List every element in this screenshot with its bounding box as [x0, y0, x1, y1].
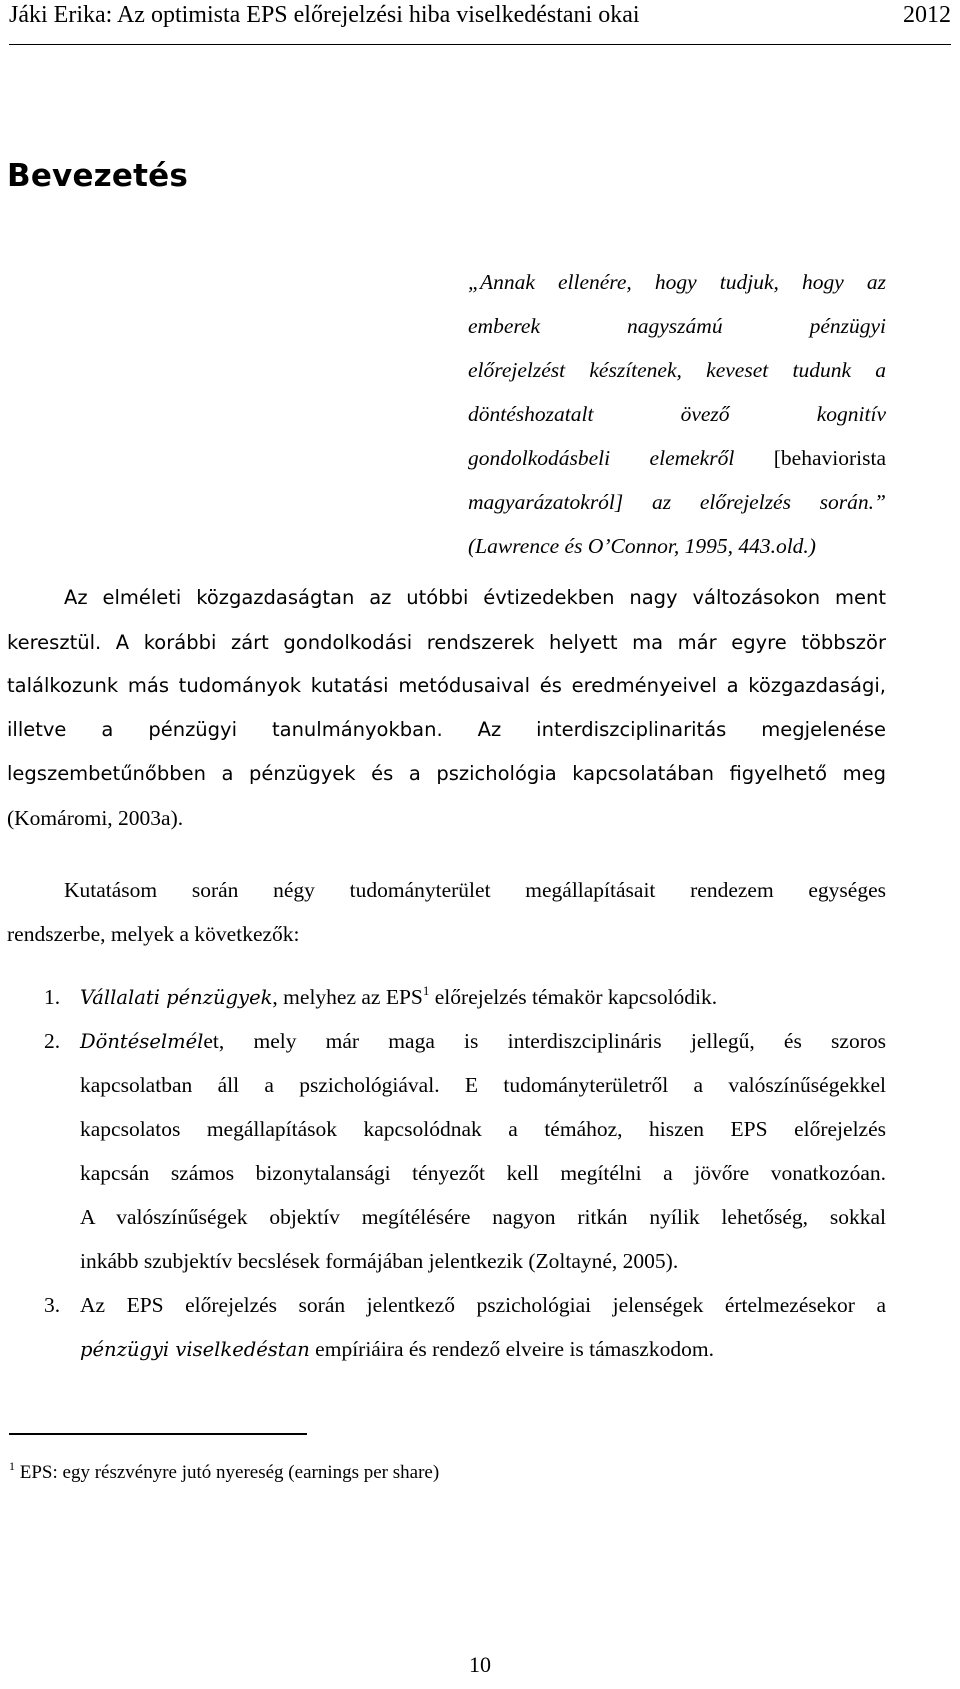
list-number: 3. [44, 1293, 61, 1317]
list-line: kapcsolatos megállapítások kapcsolódnak a témához, hiszen EPS előrejelzés [80, 1117, 886, 1141]
quote-text: gondolkodásbeli elemekről [468, 446, 774, 470]
list-emphasis: pénzügyi viselkedéstan [80, 1338, 310, 1361]
list-emphasis: Döntéselmél [80, 1030, 204, 1053]
footnote-text: EPS: egy részvényre jutó nyereség (earnings per share) [15, 1462, 440, 1483]
paragraph-line: Kutatásom során négy tudományterület megállapításait rendezem egységes [64, 878, 886, 902]
footnote [9, 1459, 440, 1484]
list-emphasis: Vállalati pénzügyek [80, 986, 273, 1009]
list-line [80, 1019, 886, 1063]
list-item [44, 975, 886, 1019]
header-title: Jáki Erika: Az optimista EPS előrejelzési hiba viselkedéstani okai [9, 2, 640, 28]
paragraph-outline [7, 868, 886, 956]
quote-line: „Annak ellenére, hogy tudjuk, hogy az [468, 270, 886, 294]
list-item [44, 1019, 886, 1283]
paragraph-line: Az elméleti közgazdaságtan az utóbbi évtizedekben nagy változásokon ment [64, 586, 886, 609]
quote-line: emberek nagyszámú pénzügyi [468, 314, 886, 338]
footnote-ref[interactable]: 1 [422, 983, 430, 998]
footnote-mark: 1 [9, 1459, 15, 1473]
quote-line: magyarázatokról] az előrejelzés során.” [468, 490, 886, 514]
quote-line: döntéshozatalt övező kognitív [468, 402, 886, 426]
running-header [9, 0, 951, 45]
list-text: et, mely már maga is interdiszciplináris jellegű, és szoros [203, 1029, 886, 1053]
list-number: 1. [44, 985, 61, 1009]
list-number: 2. [44, 1029, 61, 1053]
paragraph-line: (Komáromi, 2003a). [7, 806, 184, 830]
quote-line: előrejelzést készítenek, keveset tudunk a [468, 358, 886, 382]
list-item [44, 1283, 886, 1371]
list-line: inkább szubjektív becslések formájában jelentkezik (Zoltayné, 2005). [80, 1249, 679, 1273]
header-year: 2012 [903, 2, 951, 28]
list-line: kapcsolatban áll a pszichológiával. E tudományterületről a valószínűségekkel [80, 1073, 886, 1097]
list-text: előrejelzés témakör kapcsolódik. [429, 985, 718, 1009]
footnote-divider [9, 1433, 307, 1435]
list-line [80, 1327, 886, 1371]
paragraph-line [7, 620, 886, 664]
paragraph-line: találkozunk más tudományok kutatási metódusaival és eredményeivel a közgazdasági, [7, 674, 886, 697]
paragraph-line: illetve a pénzügyi tanulmányokban. Az interdiszciplinaritás megjelenése [7, 718, 886, 741]
paragraph-intro [7, 576, 886, 840]
list-line: A valószínűségek objektív megítélésére nagyon ritkán nyílik lehetőség, sokkal [80, 1205, 886, 1229]
epigraph-quote [468, 260, 886, 568]
list-text: , melyhez az EPS [272, 985, 423, 1009]
quote-bracket-word: [behaviorista [773, 446, 886, 470]
section-heading: Bevezetés [7, 158, 189, 194]
list-line: kapcsán számos bizonytalansági tényezőt kell megítélni a jövőre vonatkozóan. [80, 1161, 886, 1185]
paragraph-text: A korábbi zárt gondolkodási rendszerek helyett ma már egyre többször [101, 631, 886, 654]
quote-line [468, 436, 886, 480]
list-line [80, 975, 886, 1019]
numbered-list [44, 975, 886, 1371]
paragraph-line: rendszerbe, melyek a következők: [7, 922, 300, 946]
list-line: Az EPS előrejelzés során jelentkező pszichológiai jelenségek értelmezésekor a [80, 1293, 886, 1317]
quote-citation: (Lawrence és O’Connor, 1995, 443.old.) [468, 534, 816, 558]
page-number: 10 [469, 1652, 491, 1677]
list-text: empíriáira és rendező elveire is támaszkodom. [309, 1337, 714, 1361]
paragraph-text: keresztül. [7, 631, 102, 654]
paragraph-line: legszembetűnőbben a pénzügyek és a pszichológia kapcsolatában figyelhető meg [7, 762, 886, 785]
